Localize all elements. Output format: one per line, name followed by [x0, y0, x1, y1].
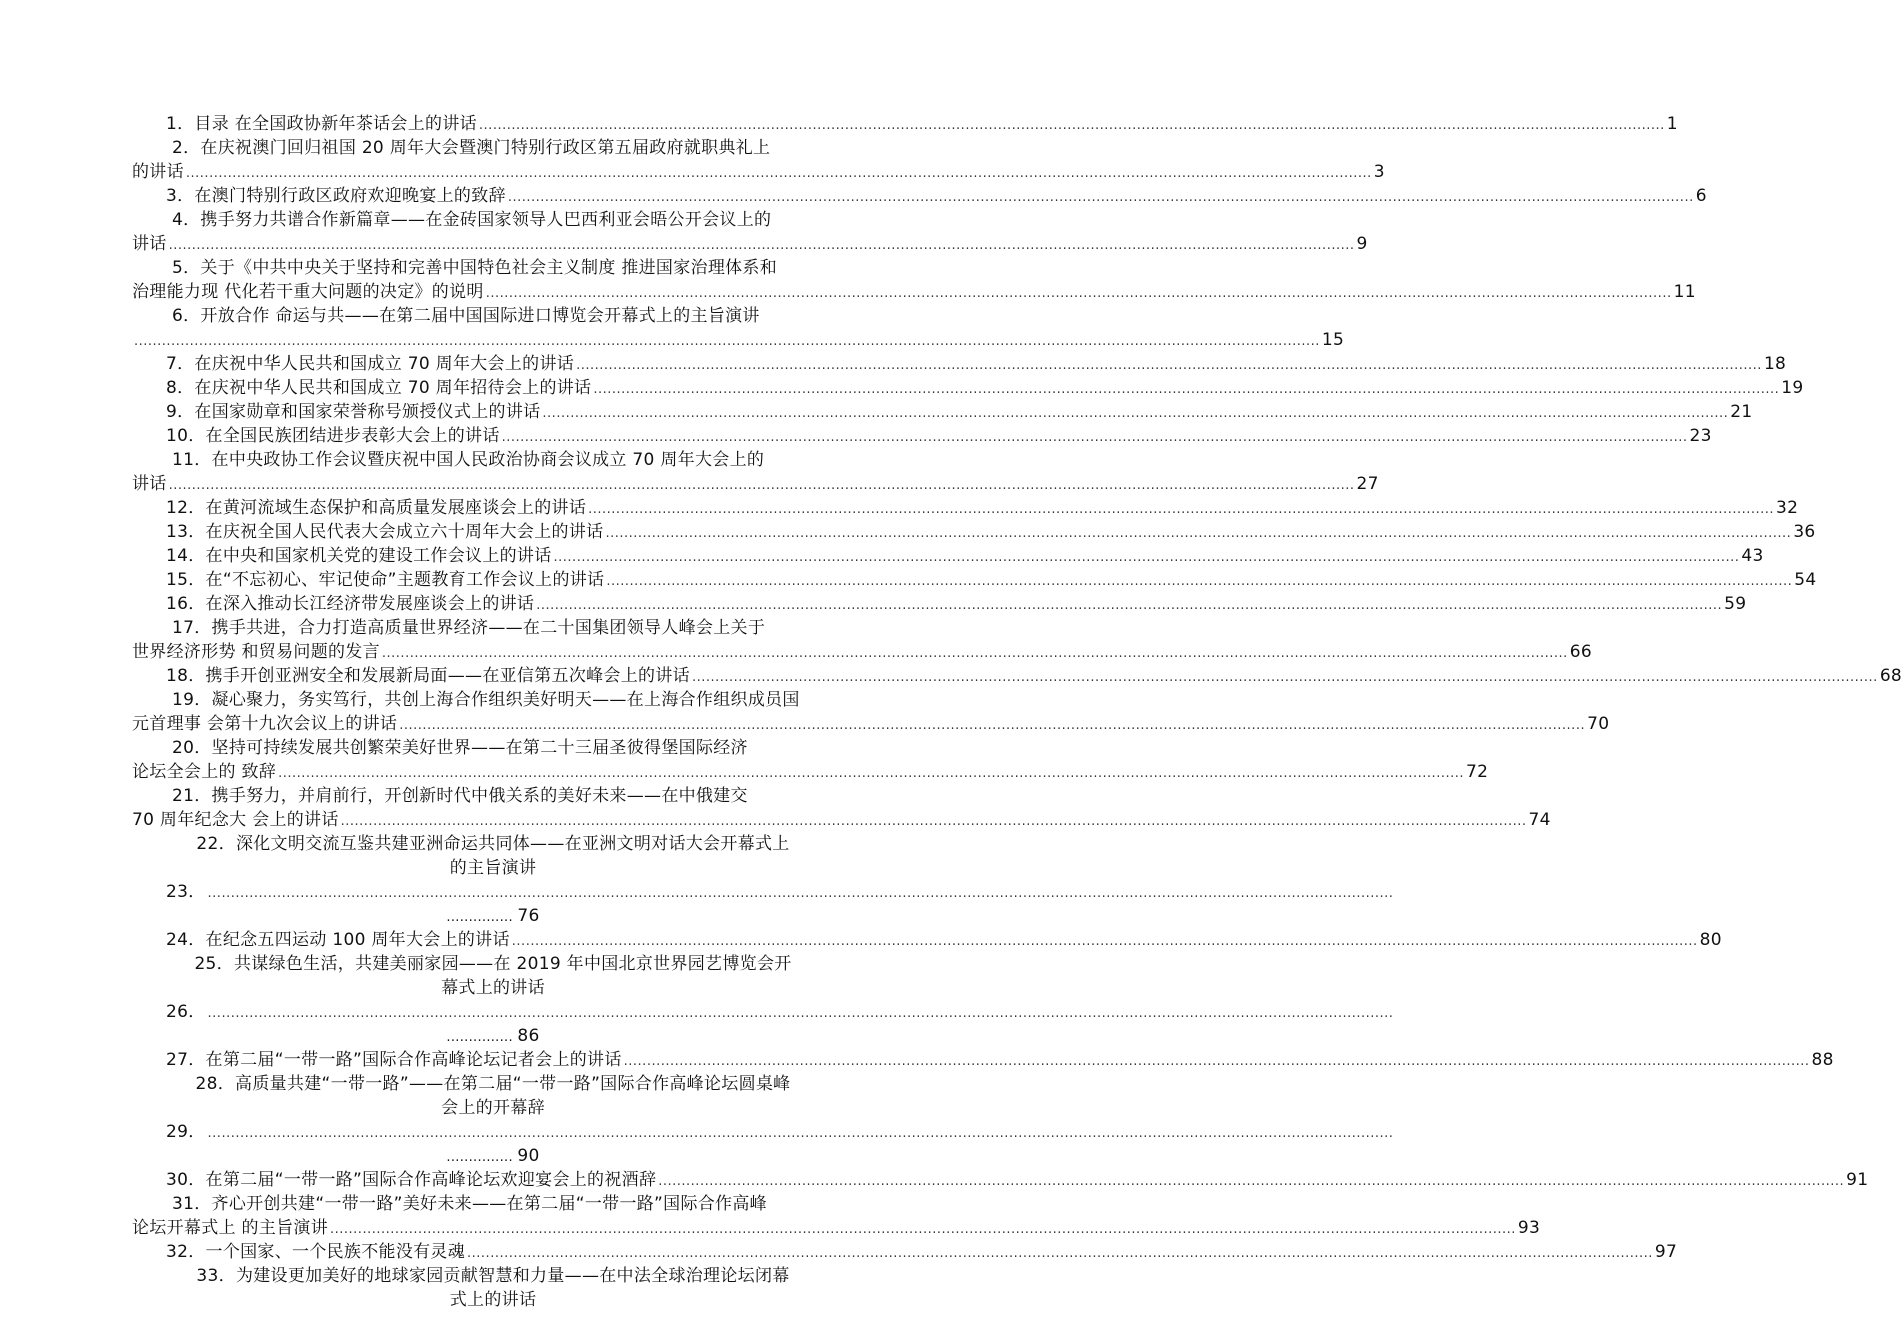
dot-leader — [508, 186, 1694, 210]
toc-entry[interactable] — [132, 832, 854, 928]
toc-row[interactable] — [132, 568, 1817, 592]
dot-leader — [467, 1242, 1653, 1266]
dot-leader: ............... — [446, 1150, 518, 1165]
toc-row[interactable] — [132, 1000, 854, 1024]
toc-entry-title-line: 28．高质量共建“一带一路”——在第二届“一带一路”国际合作高峰论坛圆桌峰 — [195, 1074, 791, 1094]
dot-leader — [169, 234, 1355, 258]
dot-leader — [512, 930, 1698, 954]
toc-entry-title-line: 2．在庆祝澳门回归祖国 20 周年大会暨澳门特别行政区第五届政府就职典礼上 — [172, 138, 771, 158]
toc-page-number: 43 — [1741, 546, 1764, 566]
toc-entry-title: 治理能力现 代化若干重大问题的决定》的说明 — [132, 282, 484, 302]
toc-entry-title: 26． — [166, 1002, 206, 1022]
toc-page-number: 21 — [1730, 402, 1753, 422]
toc-row[interactable] — [132, 808, 1551, 832]
dot-leader — [341, 810, 1527, 834]
toc-row[interactable] — [132, 496, 1799, 520]
toc-row[interactable] — [132, 1048, 1834, 1072]
toc-page-number: 74 — [1528, 810, 1551, 830]
dot-leader — [593, 378, 1779, 402]
toc-entry-title: 18．携手开创亚洲安全和发展新局面——在亚信第五次峰会上的讲话 — [166, 666, 690, 686]
toc-row[interactable] — [132, 1168, 1869, 1192]
toc-entry-title: 9．在国家勋章和国家荣誉称号颁授仪式上的讲话 — [166, 402, 541, 422]
toc-row[interactable] — [132, 112, 1678, 136]
toc-row[interactable] — [132, 472, 1379, 496]
toc-entry-title-line: 6．开放合作 命运与共——在第二届中国国际进口博览会开幕式上的主旨演讲 — [172, 306, 760, 326]
toc-entry-title-line: 33．为建设更加美好的地球家园贡献智慧和力量——在中法全球治理论坛闭幕 — [196, 1266, 790, 1286]
toc-entry-title: 世界经济形势 和贸易问题的发言 — [132, 642, 380, 662]
toc-page-number: 72 — [1465, 762, 1489, 782]
toc-row[interactable] — [132, 520, 1816, 544]
toc-page-number: 9 — [1356, 234, 1368, 254]
toc-row[interactable] — [132, 640, 1593, 664]
toc-entry-title: 10．在全国民族团结进步表彰大会上的讲话 — [166, 426, 500, 446]
toc-page-number: 68 — [1879, 666, 1902, 686]
toc-entry[interactable] — [132, 568, 1817, 592]
toc-page-number: 59 — [1724, 594, 1747, 614]
toc-entry-title: 70 周年纪念大 会上的讲话 — [132, 810, 339, 830]
toc-entry[interactable] — [132, 1048, 1834, 1072]
toc-entry-title-line: 4．携手努力共谱合作新篇章——在金砖国家领导人巴西利亚会晤公开会议上的 — [172, 210, 772, 230]
toc-entry-title: 的讲话 — [132, 162, 184, 182]
toc-entry-title: 讲话 — [132, 474, 167, 494]
toc-row[interactable] — [132, 1240, 1678, 1264]
toc-row[interactable] — [132, 232, 1368, 256]
dot-leader — [536, 594, 1722, 618]
toc-page-number: 18 — [1763, 354, 1787, 374]
toc-row[interactable] — [132, 880, 854, 904]
toc-page-number: 27 — [1356, 474, 1379, 494]
toc-page-number: 70 — [1587, 714, 1610, 734]
dot-leader — [588, 498, 1774, 522]
toc-entry-title: 13．在庆祝全国人民代表大会成立六十周年大会上的讲话 — [166, 522, 604, 542]
dot-leader — [576, 354, 1762, 378]
toc-entry[interactable] — [132, 208, 1368, 256]
toc-page-number: 3 — [1373, 162, 1385, 182]
dot-leader — [624, 1050, 1810, 1074]
toc-entry-title: 29． — [166, 1122, 206, 1142]
dot-leader — [330, 1218, 1516, 1242]
dot-leader — [605, 522, 1791, 546]
toc-entry-title: 1．目录 在全国政协新年茶话会上的讲话 — [166, 114, 477, 134]
dot-leader — [399, 714, 1585, 738]
toc-page-number-value: 90 — [517, 1146, 540, 1166]
toc-entry[interactable] — [132, 496, 1799, 520]
dot-leader — [606, 570, 1792, 594]
toc-entry-title-line: 会上的开幕辞 — [441, 1098, 545, 1118]
toc-entry-title-line: 31．齐心开创共建“一带一路”美好未来——在第二届“一带一路”国际合作高峰 — [172, 1194, 767, 1214]
toc-row[interactable] — [132, 352, 1787, 376]
toc-entry[interactable] — [132, 544, 1764, 568]
toc-entry-title: 23． — [166, 882, 206, 902]
toc-page-number: 19 — [1781, 378, 1804, 398]
toc-entry-title-line: 17．携手共进，合力打造高质量世界经济——在二十国集团领导人峰会上关于 — [172, 618, 766, 638]
toc-page-number — [132, 904, 854, 928]
toc-entry-title: 论坛全会上的 致辞 — [132, 762, 277, 782]
dot-leader — [278, 762, 1464, 786]
dot-leader — [134, 330, 1320, 354]
toc-row[interactable] — [132, 400, 1753, 424]
dot-leader — [208, 882, 1394, 906]
toc-page-number: 36 — [1793, 522, 1816, 542]
toc-entry-title: 24．在纪念五四运动 100 周年大会上的讲话 — [166, 930, 510, 950]
dot-leader: ............... — [446, 910, 518, 925]
toc-entry[interactable] — [132, 736, 1489, 784]
dot-leader — [208, 1122, 1394, 1146]
dot-leader — [382, 642, 1568, 666]
toc-entry[interactable] — [132, 688, 1610, 736]
toc-row[interactable] — [132, 376, 1804, 400]
toc-entry[interactable] — [132, 928, 1722, 952]
toc-entry[interactable] — [132, 784, 1551, 832]
toc-entry[interactable] — [132, 952, 854, 1048]
toc-entry-title: 16．在深入推动长江经济带发展座谈会上的讲话 — [166, 594, 535, 614]
toc-entry[interactable] — [132, 520, 1816, 544]
toc-row[interactable] — [132, 328, 1345, 352]
toc-entry-title-line: 19．凝心聚力，务实笃行，共创上海合作组织美好明天——在上海合作组织成员国 — [172, 690, 800, 710]
toc-entry-title-line: 20．坚持可持续发展共创繁荣美好世界——在第二十三届圣彼得堡国际经济 — [172, 738, 748, 758]
toc-entry[interactable] — [132, 616, 1593, 664]
toc-entry[interactable] — [132, 592, 1747, 616]
toc-entry-title-line: 5．关于《中共中央关于坚持和完善中国特色社会主义制度 推进国家治理体系和 — [172, 258, 778, 278]
toc-row[interactable] — [132, 1216, 1541, 1240]
toc-row[interactable] — [132, 928, 1722, 952]
toc-row[interactable] — [132, 760, 1489, 784]
toc-entry[interactable] — [132, 1168, 1869, 1192]
toc-entry-title-line: 11．在中央政协工作会议暨庆祝中国人民政治协商会议成立 70 周年大会上的 — [172, 450, 765, 470]
toc-row[interactable] — [132, 544, 1764, 568]
toc-entry-title: 32．一个国家、一个民族不能没有灵魂 — [166, 1242, 466, 1262]
toc-page-number: 54 — [1794, 570, 1817, 590]
toc-entry[interactable] — [132, 400, 1753, 424]
toc-entry[interactable] — [132, 448, 1379, 496]
dot-leader: ............... — [446, 1030, 518, 1045]
dot-leader — [658, 1170, 1844, 1194]
toc-entry[interactable] — [132, 1264, 854, 1312]
toc-entry-title: 讲话 — [132, 234, 167, 254]
toc-page-number: 15 — [1321, 330, 1345, 350]
dot-leader — [554, 546, 1740, 570]
toc-page-number: 6 — [1695, 186, 1707, 206]
toc-entry[interactable] — [132, 352, 1787, 376]
toc-page-number-value: 76 — [517, 906, 540, 926]
toc-entry[interactable] — [132, 184, 1707, 208]
toc-entry[interactable] — [132, 376, 1804, 400]
toc-entry[interactable] — [132, 256, 1696, 304]
toc-entry-title: 3．在澳门特别行政区政府欢迎晚宴上的致辞 — [166, 186, 506, 206]
toc-entry-title-line: 25．共谋绿色生活，共建美丽家园——在 2019 年中国北京世界园艺博览会开 — [194, 954, 792, 974]
toc-entry[interactable] — [132, 1192, 1541, 1240]
dot-leader — [169, 474, 1355, 498]
toc-page-number: 1 — [1666, 114, 1678, 134]
toc-page-number-value: 86 — [517, 1026, 540, 1046]
toc-row[interactable] — [132, 664, 1902, 688]
toc-entry[interactable] — [132, 112, 1678, 136]
toc-entry-title: 12．在黄河流域生态保护和高质量发展座谈会上的讲话 — [166, 498, 587, 518]
toc-entry-title-line: 幕式上的讲话 — [441, 978, 545, 998]
toc-entry-title-line: 21．携手努力，并肩前行，开创新时代中俄关系的美好未来——在中俄建交 — [172, 786, 748, 806]
dot-leader — [208, 1002, 1394, 1026]
toc-row[interactable] — [132, 592, 1747, 616]
toc-entry[interactable] — [132, 1072, 854, 1168]
toc-page-number: 88 — [1811, 1050, 1834, 1070]
dot-leader — [486, 282, 1672, 306]
toc-page-number — [132, 1144, 854, 1168]
table-of-contents — [132, 112, 1902, 1312]
toc-row[interactable] — [132, 280, 1696, 304]
toc-entry[interactable] — [132, 136, 1385, 184]
dot-leader — [502, 426, 1688, 450]
toc-page-number: 80 — [1699, 930, 1722, 950]
toc-entry[interactable] — [132, 664, 1902, 688]
toc-page-number: 32 — [1776, 498, 1799, 518]
toc-page-number: 93 — [1517, 1218, 1541, 1238]
toc-entry[interactable] — [132, 424, 1712, 448]
toc-page-number: 11 — [1673, 282, 1696, 302]
toc-row[interactable] — [132, 1120, 854, 1144]
toc-row[interactable] — [132, 184, 1707, 208]
toc-row[interactable] — [132, 160, 1385, 184]
toc-entry[interactable] — [132, 1240, 1678, 1264]
toc-entry-title-line: 式上的讲话 — [449, 1290, 537, 1310]
toc-entry-title: 7．在庆祝中华人民共和国成立 70 周年大会上的讲话 — [166, 354, 575, 374]
toc-entry-title: 30．在第二届“一带一路”国际合作高峰论坛欢迎宴会上的祝酒辞 — [166, 1170, 657, 1190]
dot-leader — [479, 114, 1665, 138]
toc-entry-title: 27．在第二届“一带一路”国际合作高峰论坛记者会上的讲话 — [166, 1050, 622, 1070]
toc-entry-title-line: 的主旨演讲 — [449, 858, 537, 878]
toc-entry[interactable] — [132, 304, 1345, 352]
toc-entry-title-line: 22．深化文明交流互鉴共建亚洲命运共同体——在亚洲文明对话大会开幕式上 — [196, 834, 790, 854]
toc-page-number — [132, 1024, 854, 1048]
toc-entry-title: 元首理事 会第十九次会议上的讲话 — [132, 714, 398, 734]
toc-row[interactable] — [132, 424, 1712, 448]
dot-leader — [692, 666, 1878, 690]
dot-leader — [542, 402, 1728, 426]
toc-entry-title: 15．在“不忘初心、牢记使命”主题教育工作会议上的讲话 — [166, 570, 605, 590]
toc-entry-title: 8．在庆祝中华人民共和国成立 70 周年招待会上的讲话 — [166, 378, 592, 398]
toc-page-number: 66 — [1569, 642, 1593, 662]
toc-entry-title: 论坛开幕式上 的主旨演讲 — [132, 1218, 329, 1238]
toc-entry-title: 14．在中央和国家机关党的建设工作会议上的讲话 — [166, 546, 552, 566]
toc-row[interactable] — [132, 712, 1610, 736]
toc-page-number: 23 — [1689, 426, 1712, 446]
toc-page-number: 97 — [1654, 1242, 1678, 1262]
dot-leader — [186, 162, 1372, 186]
toc-page-number: 91 — [1846, 1170, 1869, 1190]
